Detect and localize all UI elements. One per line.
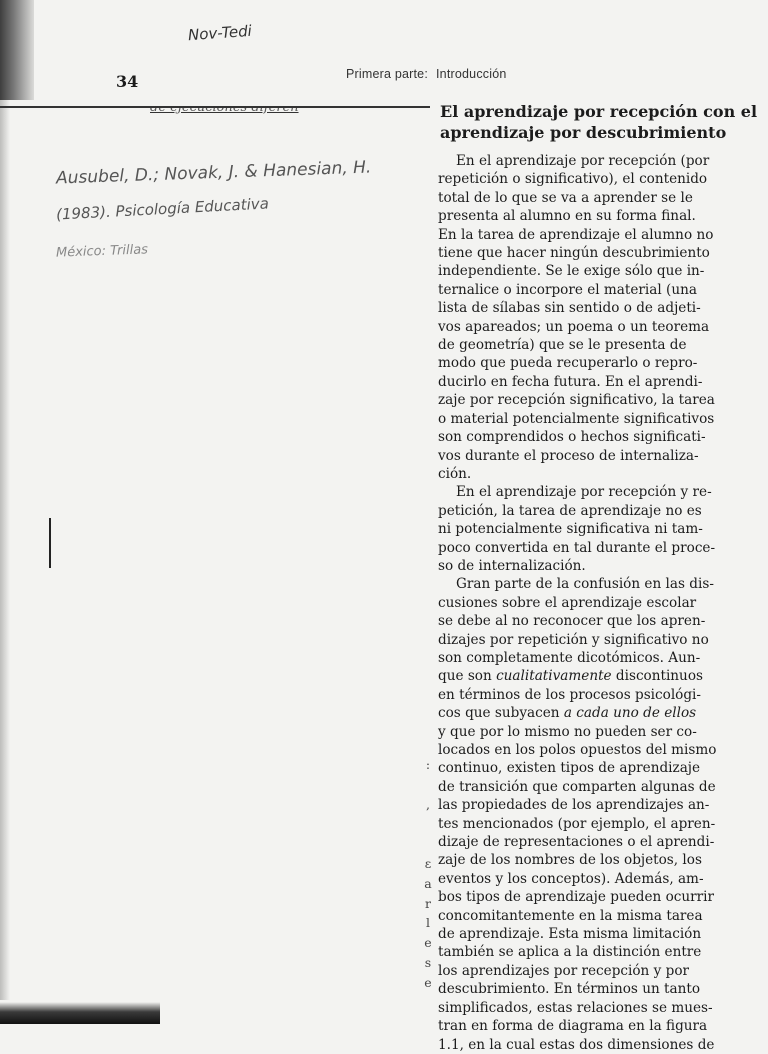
text-line: o material potencialmente significativos <box>438 410 715 427</box>
text-line: concomitantemente en la misma tarea <box>438 907 703 924</box>
text-line: que son cualitativamente discontinuos <box>438 668 703 685</box>
text-line: vos durante el proceso de internaliza- <box>438 447 699 464</box>
margin-letter <box>421 814 435 834</box>
margin-letter: e <box>424 974 432 990</box>
paragraph <box>438 152 754 483</box>
body-text <box>438 152 754 1054</box>
scan-edge-shadow <box>0 0 34 100</box>
running-head-section: Introducción <box>436 67 507 81</box>
text-line: En el aprendizaje por recepción y re- <box>456 484 712 501</box>
margin-letter: r <box>425 895 431 911</box>
text-line: cos que subyacen a cada uno de ellos <box>438 705 697 722</box>
text-line: so de internalización. <box>438 557 586 574</box>
text-line: ción. <box>438 465 472 482</box>
margin-letter <box>421 834 435 854</box>
text-line: En el aprendizaje por recepción (por <box>456 153 710 169</box>
text-line: total de lo que se va a aprender se le <box>438 189 693 206</box>
text-line: dizajes por repetición y significativo no <box>438 631 709 648</box>
margin-letter: : <box>425 757 431 772</box>
text-line: ni potencialmente significativa ni tam- <box>438 521 703 538</box>
handwritten-citation-line-2: (1983). Psicología Educativa <box>55 194 270 224</box>
text-line: son completamente dicotómicos. Aun- <box>438 649 701 666</box>
text-line: de aprendizaje. Esta misma limitación <box>438 926 702 943</box>
text-line: de geometría) que se le presenta de <box>438 337 687 354</box>
text-line: locados en los polos opuestos del mismo <box>438 742 717 758</box>
text-line: independiente. Se le exige sólo que in- <box>438 263 705 280</box>
text-line: de transición que comparten algunas de <box>438 778 716 795</box>
text-line: presenta al alumno en su forma final. <box>438 208 696 225</box>
text-line: se debe al no reconocer que los apren- <box>438 613 706 630</box>
scan-bottom-shadow <box>0 1002 160 1024</box>
text-line: tran en forma de diagrama en la figura <box>438 1018 708 1035</box>
text-line: eventos y los conceptos). Además, am- <box>438 870 704 887</box>
text-line: simplificados, estas relaciones se mues- <box>438 999 713 1016</box>
text-line: son comprendidos o hechos significati- <box>438 429 706 446</box>
text-line: En la tarea de aprendizaje el alumno no <box>438 226 714 243</box>
handwritten-top-note: Nov-Tedi <box>187 21 253 45</box>
handwritten-citation-line-1: Ausubel, D.; Novak, J. & Hanesian, H. <box>55 157 372 189</box>
margin-letter: ɛ <box>424 855 432 871</box>
text-line: continuo, existen tipos de aprendizaje <box>438 760 701 777</box>
text-line: tiene que hacer ningún descubrimiento <box>438 245 710 262</box>
section-heading <box>440 101 768 143</box>
paragraph <box>438 483 754 575</box>
text-line: también se aplica a la distinción entre <box>438 944 702 961</box>
margin-letter: a <box>424 875 432 891</box>
horizontal-rule <box>0 106 430 108</box>
text-line: descubrimiento. En términos un tanto <box>438 981 701 998</box>
text-line: cusiones sobre el aprendizaje escolar <box>438 594 697 611</box>
section-heading-line-2: aprendizaje por descubrimiento <box>440 123 727 142</box>
text-line: ducirlo en fecha futura. En el aprendi- <box>438 373 703 390</box>
text-line: repetición o significativo), el contenido <box>438 171 708 188</box>
text-line: poco convertida en tal durante el proce- <box>438 539 716 556</box>
text-line: zaje por recepción significativo, la tarea <box>438 392 715 409</box>
text-line: Gran parte de la confusión en las dis- <box>456 576 714 593</box>
handwritten-citation-line-3: México: Trillas <box>55 242 149 261</box>
margin-letter: e <box>424 935 432 951</box>
paragraph <box>438 575 754 1054</box>
text-line: modo que pueda recuperarlo o repro- <box>438 355 698 372</box>
text-line: los aprendizajes por recepción y por <box>438 962 690 979</box>
text-line: 1.1, en la cual estas dos dimensiones de <box>438 1036 715 1053</box>
margin-letter: l <box>426 915 430 931</box>
text-line: dizaje de representaciones o el aprendi- <box>438 834 715 851</box>
margin-letter: , <box>426 796 430 812</box>
text-line: las propiedades de los aprendizajes an- <box>438 797 710 814</box>
text-line: bos tipos de aprendizaje pueden ocurrir <box>438 889 714 906</box>
margin-letter-column <box>421 755 435 993</box>
page-number: 34 <box>116 72 139 91</box>
margin-letter: s <box>424 954 432 970</box>
running-head-part: Primera parte: <box>346 67 428 81</box>
text-line: vos apareados; un poema o un teorema <box>438 318 710 335</box>
margin-pen-mark <box>49 518 51 568</box>
text-line: petición, la tarea de aprendizaje no es <box>438 502 702 519</box>
text-line: ternalice o incorpore el material (una <box>438 281 697 298</box>
section-heading-line-1: El aprendizaje por recepción con el <box>440 102 758 121</box>
text-line: tes mencionados (por ejemplo, el apren- <box>438 815 716 832</box>
scan-edge-gradient <box>0 100 10 1000</box>
text-line: lista de sílabas sin sentido o de adjeti- <box>438 300 701 317</box>
text-line: zaje de los nombres de los objetos, los <box>438 852 702 869</box>
margin-letter <box>421 775 435 795</box>
text-line: en términos de los procesos psicológi- <box>438 686 701 703</box>
running-head <box>346 67 507 81</box>
text-line: y que por lo mismo no pueden ser co- <box>438 723 697 740</box>
